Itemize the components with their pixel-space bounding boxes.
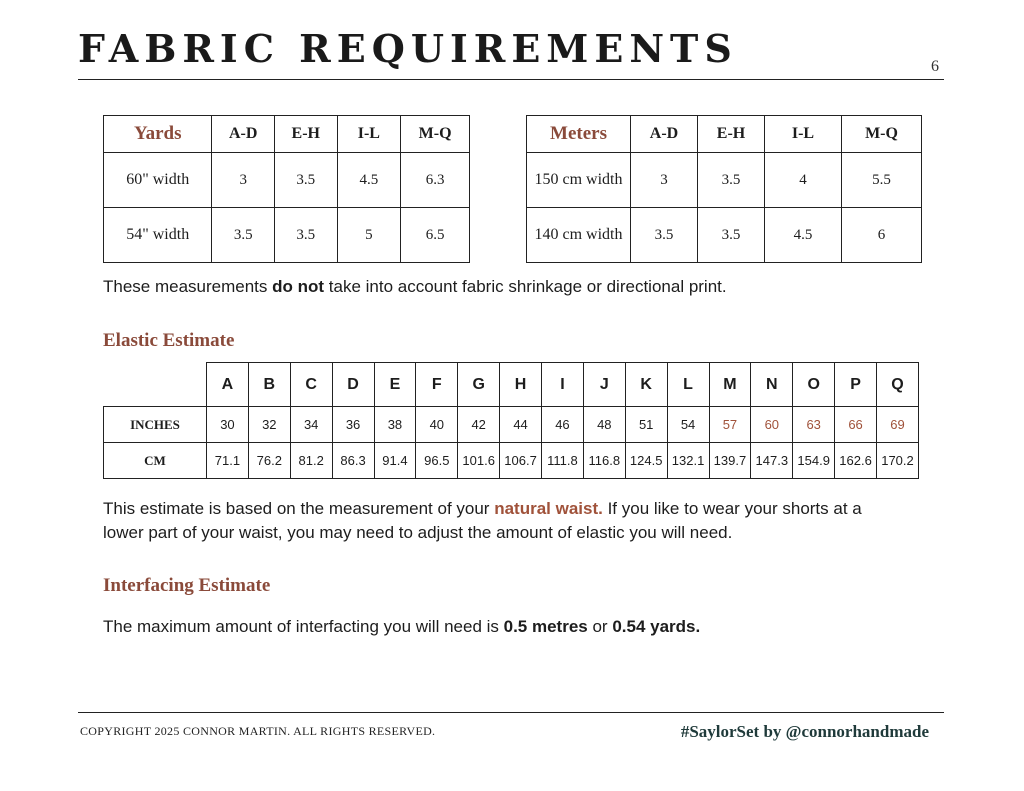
size-header: F: [416, 363, 458, 407]
table-cell: 3.5: [275, 208, 338, 263]
size-header: G: [458, 363, 500, 407]
fabric-note: [103, 275, 727, 299]
table-cell: 3.5: [631, 208, 698, 263]
cm-cell: 86.3: [332, 443, 374, 479]
table-cell: 3: [631, 153, 698, 208]
meters-header-row: [527, 116, 922, 153]
cm-cell: 106.7: [500, 443, 542, 479]
cm-cell: 81.2: [290, 443, 332, 479]
size-header: D: [332, 363, 374, 407]
table-cell: 4.5: [337, 153, 401, 208]
meters-col-header: E-H: [698, 116, 765, 153]
inches-cell: 40: [416, 407, 458, 443]
copyright-text: COPYRIGHT 2025 CONNOR MARTIN. ALL RIGHTS RESERVED.: [80, 724, 436, 738]
row-label: 140 cm width: [527, 208, 631, 263]
table-cell: 4.5: [765, 208, 842, 263]
row-label: 54" width: [104, 208, 212, 263]
inches-cell: 36: [332, 407, 374, 443]
elastic-size-row: [104, 363, 919, 407]
inches-cell: 51: [625, 407, 667, 443]
table-cell: 3.5: [275, 153, 338, 208]
header-rule: [78, 79, 944, 80]
cm-cell: 116.8: [583, 443, 625, 479]
size-header: B: [248, 363, 290, 407]
interfacing-metres: 0.5 metres: [503, 617, 588, 636]
cm-cell: 170.2: [877, 443, 919, 479]
inches-cell: 46: [542, 407, 584, 443]
cm-cell: 71.1: [207, 443, 249, 479]
fabric-note-after: take into account fabric shrinkage or directional print.: [324, 277, 727, 296]
inches-cell: 38: [374, 407, 416, 443]
cm-cell: 162.6: [835, 443, 877, 479]
inches-cell: 60: [751, 407, 793, 443]
inches-cell: 44: [500, 407, 542, 443]
elastic-table: [103, 362, 919, 479]
size-header: C: [290, 363, 332, 407]
meters-col-header: A-D: [631, 116, 698, 153]
inches-cell: 34: [290, 407, 332, 443]
inches-cell: 69: [877, 407, 919, 443]
yards-table: [103, 115, 470, 263]
meters-col-header: I-L: [765, 116, 842, 153]
interfacing-yards: 0.54 yards.: [612, 617, 701, 636]
elastic-cm-row: [104, 443, 919, 479]
cm-cell: 154.9: [793, 443, 835, 479]
cm-cell: 139.7: [709, 443, 751, 479]
inches-cell: 54: [667, 407, 709, 443]
table-cell: 6: [842, 208, 922, 263]
cm-label: CM: [104, 443, 207, 479]
inches-cell: 57: [709, 407, 751, 443]
footer-rule: [78, 712, 944, 713]
table-cell: 6.3: [401, 153, 470, 208]
table-row: [527, 153, 922, 208]
table-cell: 5.5: [842, 153, 922, 208]
cm-cell: 132.1: [667, 443, 709, 479]
inches-cell: 48: [583, 407, 625, 443]
inches-cell: 42: [458, 407, 500, 443]
meters-unit-label: Meters: [527, 116, 631, 153]
cm-cell: 111.8: [542, 443, 584, 479]
table-cell: 5: [337, 208, 401, 263]
table-row: [527, 208, 922, 263]
table-cell: 3: [212, 153, 275, 208]
cm-cell: 147.3: [751, 443, 793, 479]
table-row: [104, 153, 470, 208]
table-row: [104, 208, 470, 263]
yards-col-header: E-H: [275, 116, 338, 153]
yards-col-header: M-Q: [401, 116, 470, 153]
cm-cell: 96.5: [416, 443, 458, 479]
elastic-note: [103, 497, 903, 545]
size-header: Q: [877, 363, 919, 407]
size-header: A: [207, 363, 249, 407]
interfacing-middle: or: [587, 617, 613, 636]
size-header: K: [625, 363, 667, 407]
size-header: N: [751, 363, 793, 407]
yards-col-header: I-L: [337, 116, 401, 153]
inches-label: INCHES: [104, 407, 207, 443]
cm-cell: 124.5: [625, 443, 667, 479]
size-header: H: [500, 363, 542, 407]
size-header: L: [667, 363, 709, 407]
fabric-note-bold: do not: [272, 277, 325, 296]
inches-cell: 66: [835, 407, 877, 443]
size-header: J: [583, 363, 625, 407]
size-header: I: [542, 363, 584, 407]
elastic-heading: Elastic Estimate: [103, 330, 235, 351]
inches-cell: 30: [207, 407, 249, 443]
page-title: FABRIC REQUIREMENTS: [78, 26, 738, 71]
yards-unit-label: Yards: [104, 116, 212, 153]
size-header: M: [709, 363, 751, 407]
inches-cell: 32: [248, 407, 290, 443]
elastic-note-accent: natural waist.: [494, 499, 603, 518]
meters-table: [526, 115, 922, 263]
table-cell: 3.5: [698, 153, 765, 208]
size-header: P: [835, 363, 877, 407]
size-header: O: [793, 363, 835, 407]
cm-cell: 101.6: [458, 443, 500, 479]
inches-cell: 63: [793, 407, 835, 443]
cm-cell: 76.2: [248, 443, 290, 479]
elastic-corner-blank: [104, 363, 207, 407]
elastic-note-after: If you like to wear your shorts at a lower part of your waist, you may need to adjust the amount of elastic you will need.: [103, 499, 862, 542]
fabric-note-before: These measurements: [103, 277, 273, 296]
footer-tagline: #SaylorSet by @connorhandmade: [680, 722, 929, 741]
row-label: 150 cm width: [527, 153, 631, 208]
table-cell: 3.5: [212, 208, 275, 263]
page-number: 6: [931, 58, 939, 75]
table-cell: 6.5: [401, 208, 470, 263]
table-cell: 4: [765, 153, 842, 208]
elastic-note-before: This estimate is based on the measurement of your: [103, 499, 495, 518]
yards-header-row: [104, 116, 470, 153]
cm-cell: 91.4: [374, 443, 416, 479]
interfacing-note: [103, 615, 700, 639]
elastic-inches-row: [104, 407, 919, 443]
row-label: 60" width: [104, 153, 212, 208]
yards-col-header: A-D: [212, 116, 275, 153]
interfacing-before: The maximum amount of interfacting you will need is: [103, 617, 504, 636]
meters-col-header: M-Q: [842, 116, 922, 153]
interfacing-heading: Interfacing Estimate: [103, 575, 271, 596]
table-cell: 3.5: [698, 208, 765, 263]
size-header: E: [374, 363, 416, 407]
